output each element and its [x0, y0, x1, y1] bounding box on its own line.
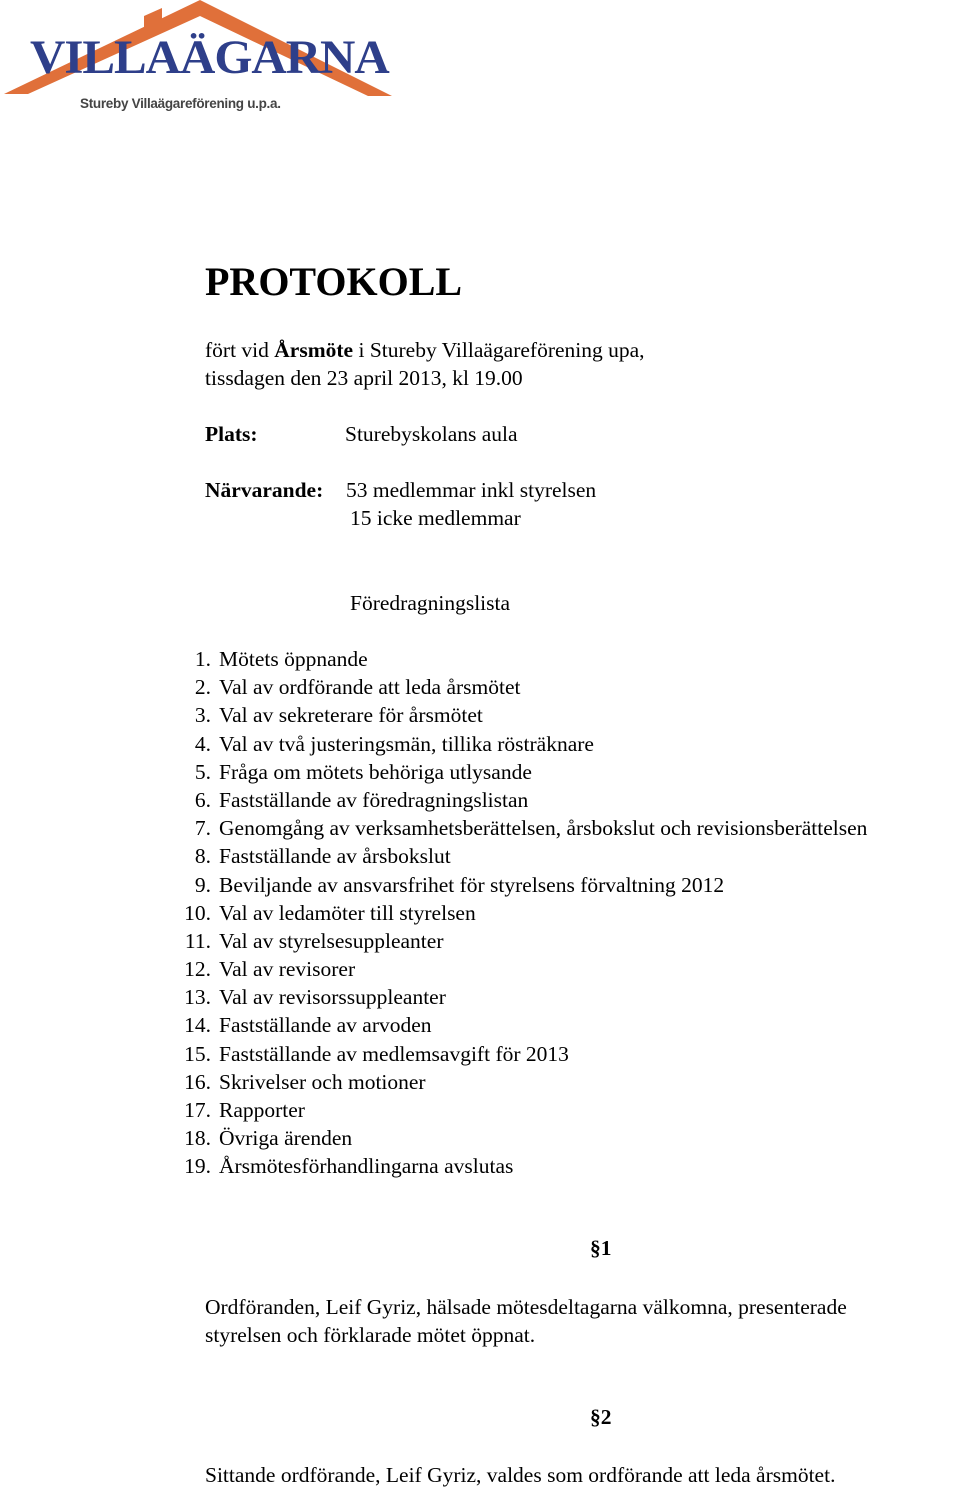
- section-2-line-1: Sittande ordförande, Leif Gyriz, valdes som ordförande att leda årsmötet.: [205, 1463, 836, 1487]
- agenda-item-number: 10.: [184, 900, 211, 925]
- agenda-item-text: Val av revisorssuppleanter: [219, 985, 446, 1010]
- agenda-item-number: 3.: [194, 703, 211, 728]
- agenda-item-number: 17.: [184, 1098, 211, 1122]
- agenda-item-text: Val av två justeringsmän, tillika rösträknare: [219, 731, 594, 756]
- plats-value: Sturebyskolans aula: [345, 422, 518, 446]
- agenda-item: [0, 1040, 960, 1068]
- agenda-item-number: 13.: [184, 985, 211, 1010]
- agenda-item-number: 2.: [194, 675, 211, 700]
- agenda-item-text: Fråga om mötets behöriga utlysande: [219, 759, 532, 784]
- agenda-item: [0, 758, 960, 786]
- section-1-line-2: styrelsen och förklarade mötet öppnat.: [205, 1323, 536, 1347]
- agenda-item-number: 9.: [194, 872, 211, 897]
- agenda-item: [0, 814, 960, 842]
- agenda-item: [0, 1011, 960, 1039]
- agenda-item-text: Beviljande av ansvarsfrihet för styrelsens förvaltning 2012: [219, 872, 725, 897]
- agenda-item-text: Rapporter: [219, 1098, 305, 1122]
- agenda-item-number: 18.: [184, 1126, 211, 1151]
- logo-wordmark: VILLAÄGARNA: [30, 31, 389, 84]
- narvarande-value-1: 53 medlemmar inkl styrelsen: [346, 478, 597, 502]
- intro-line-2: tissdagen den 23 april 2013, kl 19.00: [205, 366, 523, 390]
- agenda-item: [0, 1068, 960, 1096]
- agenda-item-text: Övriga ärenden: [219, 1126, 353, 1151]
- agenda-item: [0, 730, 960, 758]
- agenda-title: Föredragningslista: [350, 591, 511, 615]
- agenda-item-text: Fastställande av årsbokslut: [219, 844, 451, 869]
- intro-meeting-type: Årsmöte: [274, 338, 354, 362]
- logo-subtitle: Stureby Villaägareförening u.p.a.: [80, 96, 281, 111]
- villaagarna-logo: [4, 0, 394, 125]
- section-heading-1: §1: [590, 1236, 612, 1260]
- agenda-item-number: 8.: [194, 844, 211, 869]
- agenda-item-text: Mötets öppnande: [219, 647, 368, 671]
- page-title: PROTOKOLL: [205, 259, 463, 304]
- agenda-item-text: Genomgång av verksamhetsberättelsen, årsbokslut och revisionsberättelsen: [219, 816, 868, 841]
- agenda-item-text: Val av revisorer: [219, 957, 356, 982]
- agenda-item: [0, 927, 960, 955]
- agenda-item-number: 15.: [184, 1041, 211, 1066]
- agenda-item-number: 12.: [184, 957, 211, 982]
- agenda-item-number: 11.: [184, 928, 211, 953]
- intro-post: i Stureby Villaägareförening upa,: [353, 338, 645, 362]
- agenda-item: [0, 701, 960, 729]
- agenda-item-text: Val av ledamöter till styrelsen: [219, 900, 476, 925]
- narvarande-value-2: 15 icke medlemmar: [350, 506, 521, 530]
- agenda-item: [0, 842, 960, 870]
- section-heading-2: §2: [590, 1405, 612, 1429]
- intro-line-1: [205, 336, 645, 364]
- agenda-item: [0, 899, 960, 927]
- agenda-item: [0, 1096, 960, 1124]
- section-1-line-1: Ordföranden, Leif Gyriz, hälsade mötesdeltagarna välkomna, presenterade: [205, 1295, 847, 1319]
- agenda-item-number: 1.: [194, 647, 211, 671]
- agenda-item-text: Skrivelser och motioner: [219, 1069, 426, 1094]
- agenda-item-number: 19.: [184, 1154, 211, 1179]
- agenda-item-number: 7.: [194, 816, 211, 841]
- agenda-item-text: Val av styrelsesuppleanter: [219, 928, 444, 953]
- plats-label: Plats:: [205, 422, 258, 446]
- agenda-item: [0, 871, 960, 899]
- agenda-item-text: Fastställande av medlemsavgift för 2013: [219, 1041, 569, 1066]
- agenda-item: [0, 673, 960, 701]
- agenda-item-text: Årsmötesförhandlingarna avslutas: [219, 1154, 514, 1179]
- agenda-list: [0, 645, 960, 1181]
- agenda-item: [0, 1152, 960, 1180]
- agenda-item: [0, 983, 960, 1011]
- agenda-item: [0, 645, 960, 673]
- agenda-item-number: 6.: [194, 787, 211, 812]
- agenda-item-text: Fastställande av arvoden: [219, 1013, 432, 1038]
- agenda-item-number: 4.: [194, 731, 211, 756]
- agenda-item-number: 5.: [194, 759, 211, 784]
- narvarande-label: Närvarande:: [205, 478, 324, 502]
- intro-pre: fört vid: [205, 338, 275, 362]
- agenda-item: [0, 955, 960, 983]
- agenda-item-text: Fastställande av föredragningslistan: [219, 787, 529, 812]
- agenda-item-number: 16.: [184, 1069, 211, 1094]
- agenda-item-text: Val av sekreterare för årsmötet: [219, 703, 483, 728]
- agenda-item: [0, 786, 960, 814]
- agenda-item-number: 14.: [184, 1013, 211, 1038]
- agenda-item-text: Val av ordförande att leda årsmötet: [219, 675, 521, 700]
- agenda-item: [0, 1124, 960, 1152]
